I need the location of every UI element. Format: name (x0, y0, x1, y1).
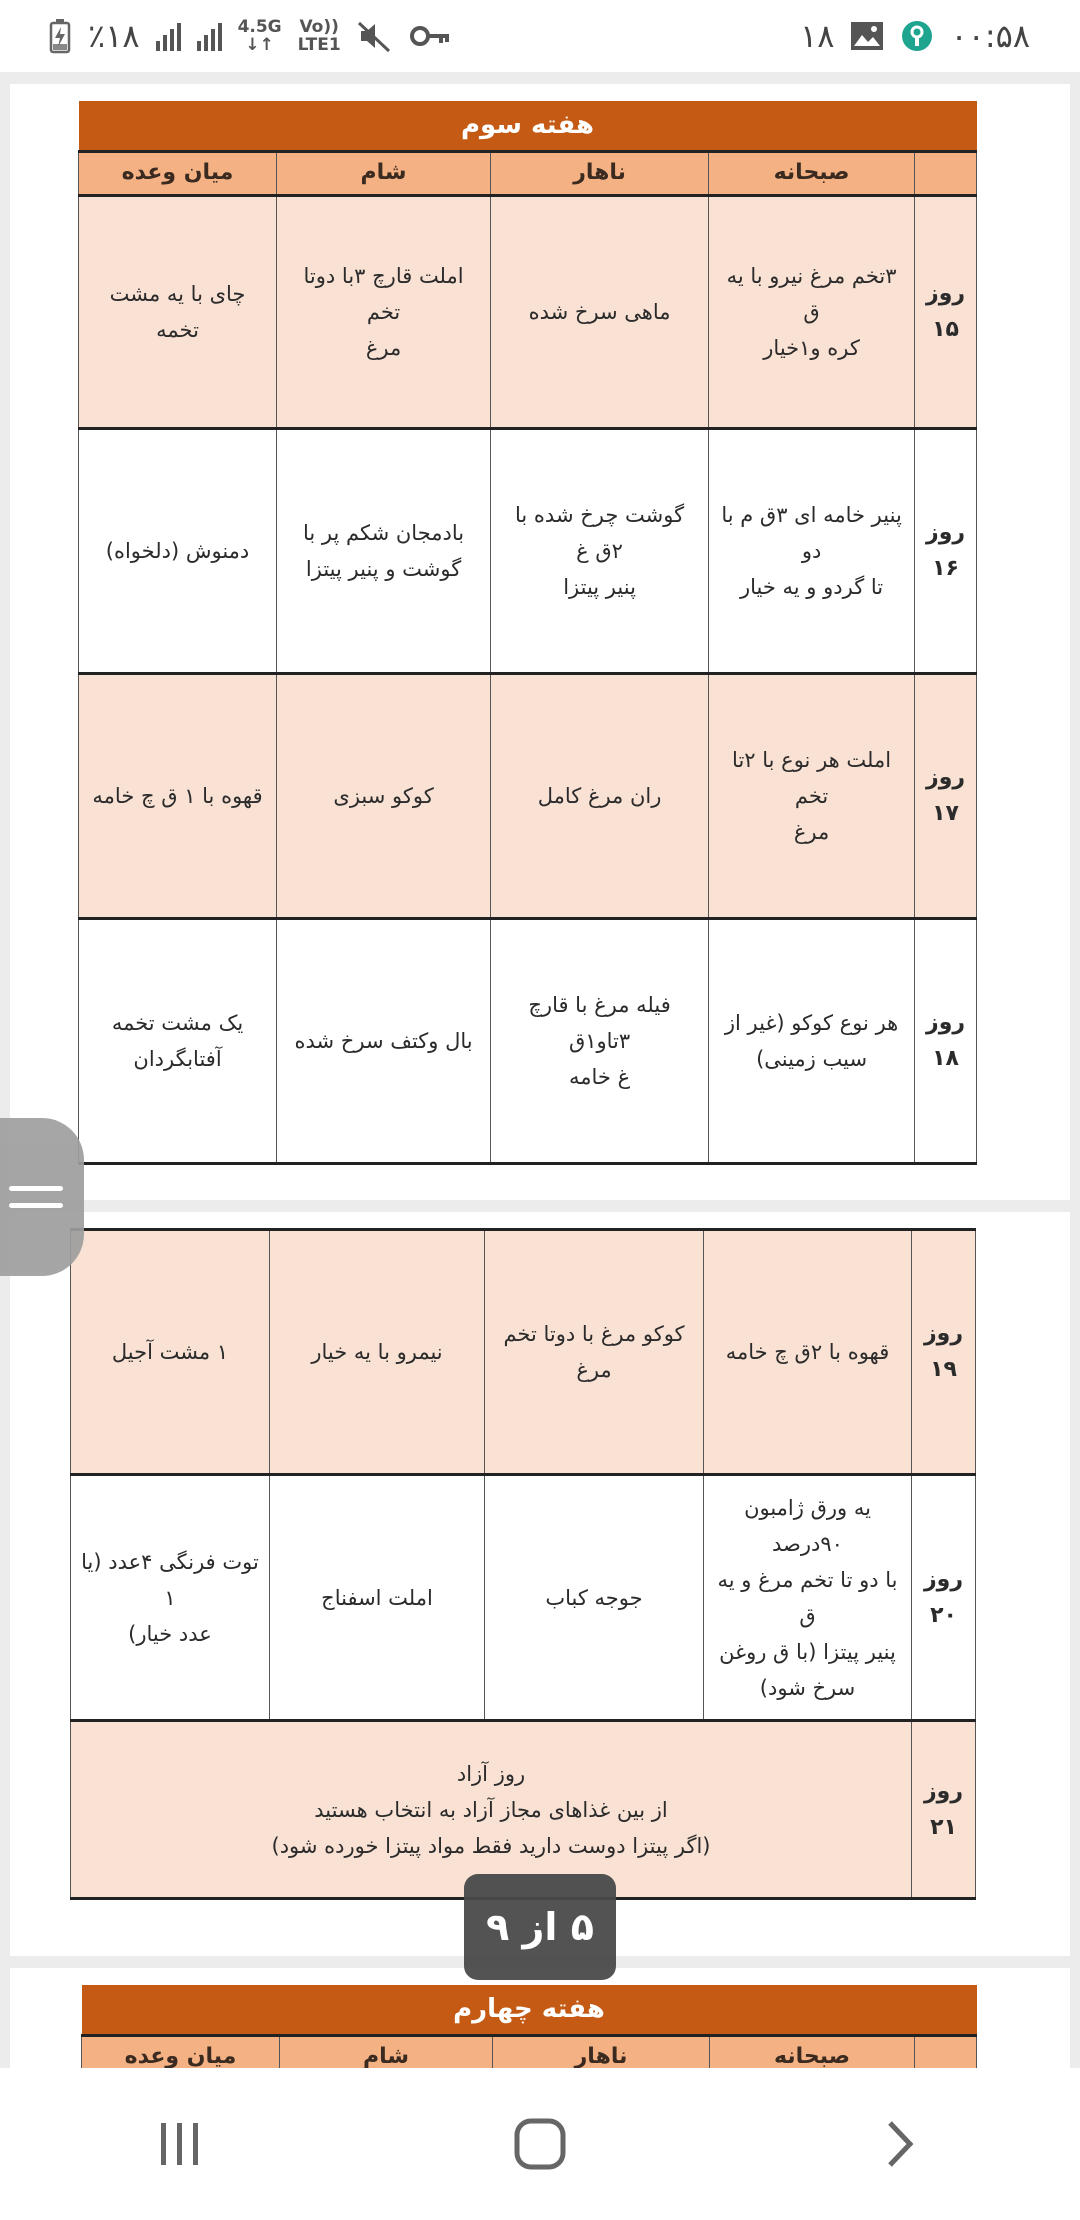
week4-table (81, 1985, 977, 2068)
home-button[interactable] (480, 2104, 600, 2184)
day-label: روز (926, 764, 966, 790)
navigation-bar (0, 2068, 1080, 2220)
week3-header-row (79, 151, 977, 195)
lunch-header: ناهار (493, 2035, 710, 2068)
breakfast-header: صبحانه (710, 2035, 915, 2068)
page-indicator: ۵ از ۹ (464, 1874, 616, 1980)
dinner-cell (277, 428, 491, 673)
key-icon (409, 21, 453, 51)
back-chevron-icon (880, 2117, 920, 2171)
battery-icon (48, 18, 72, 54)
cell-line: ۳تخم مرغ نیرو با یه ق (726, 263, 897, 324)
cell-line: املت قارچ ۳با دوتا تخم (303, 263, 464, 324)
cell-line: پنیر پیتزا (با ق روغن (719, 1639, 896, 1664)
signal-1-icon (156, 21, 181, 51)
day-number: ۲۰ (930, 1602, 957, 1628)
cell-line: پنیر پیتزا (563, 574, 636, 599)
week3-table (78, 101, 977, 1165)
day-header (915, 151, 977, 195)
cell-line: غ خامه (569, 1064, 631, 1089)
day-label: روز (926, 519, 966, 545)
day-cell (915, 673, 977, 918)
day-number: ۱۹ (930, 1357, 957, 1382)
network-type-label: 4.5G (237, 17, 282, 37)
day-number: ۱۸ (932, 1045, 959, 1071)
cell-line: تا گردو و یه خیار (740, 574, 884, 599)
lunch-cell (491, 195, 709, 428)
cell-line: مرغ (365, 335, 402, 360)
snack-header: میان وعده (82, 2035, 280, 2068)
day-header (915, 2035, 977, 2068)
cell-line: مرغ (793, 819, 830, 844)
day-label: روز (923, 1566, 963, 1592)
cell-line: توت فرنگی ۴عدد (یا ۱ (81, 1549, 259, 1610)
cell-line: چای با یه مشت تخمه (109, 281, 246, 342)
cell-line: بادمجان شکم پر با (303, 520, 465, 545)
cell-line: کره و۱خیار (763, 335, 860, 360)
free-day-cell (71, 1721, 912, 1899)
cell-line: یک مشت تخمه (111, 1010, 244, 1035)
cell-line: گوشت چرخ شده با ۲ق غ (515, 502, 685, 563)
day-label: روز (923, 1321, 963, 1346)
day-label: روز (926, 1009, 966, 1035)
lunch-cell: جوجه کباب (485, 1475, 704, 1721)
back-button[interactable] (840, 2104, 960, 2184)
home-icon (513, 2117, 567, 2171)
cell-line: ماهی سرخ شده (528, 299, 671, 324)
status-bar (0, 0, 1080, 72)
free-day-line: از بین غذاهای مجاز آزاد به انتخاب هستید (314, 1797, 668, 1822)
lunch-cell (491, 428, 709, 673)
snack-header: میان وعده (79, 151, 277, 195)
cell-line: هر نوع کوکو (غیر از (724, 1010, 899, 1035)
week3-title: هفته سوم (79, 101, 977, 151)
recent-apps-icon (155, 2119, 205, 2169)
dinner-cell (277, 195, 491, 428)
table-row (79, 673, 977, 918)
table-row (79, 428, 977, 673)
cell-line: فیله مرغ با قارچ ۳تاو۱ق (528, 992, 671, 1053)
lte-label: LTE1 (297, 35, 341, 55)
handle-line (9, 1186, 63, 1191)
snack-cell (79, 673, 277, 918)
dinner-header: شام (280, 2035, 493, 2068)
day-cell (915, 195, 977, 428)
day-cell (912, 1721, 976, 1899)
week4-header-row (82, 2035, 977, 2068)
cell-line: عدد خیار) (128, 1621, 212, 1646)
dinner-cell: املت اسفناج (270, 1475, 485, 1721)
cell-line: یه ورق ژامبون ۹۰درصد (744, 1495, 871, 1556)
day-number: ۲۱ (930, 1814, 957, 1840)
breakfast-cell (704, 1230, 912, 1475)
cell-line: بال وکتف سرخ شده (294, 1028, 473, 1053)
lunch-header: ناهار (491, 151, 709, 195)
table-row (79, 918, 977, 1163)
pdf-page (10, 1968, 1070, 2068)
network-type (238, 18, 282, 54)
breakfast-cell (709, 195, 915, 428)
snack-cell (79, 428, 277, 673)
cell-line: کوکو سبزی (333, 783, 434, 808)
table-row (79, 195, 977, 428)
mute-icon (357, 19, 393, 53)
day-label: روز (923, 1778, 963, 1804)
day-number: ۱۵ (932, 316, 959, 342)
cell-line: املت هر نوع با ۲تا تخم (732, 747, 892, 808)
lunch-cell (491, 673, 709, 918)
cell-line: با دو تا تخم مرغ و یه ق (717, 1567, 898, 1628)
cell-line: ران مرغ کامل (537, 783, 662, 808)
status-right (800, 17, 1030, 55)
cell-line: دمنوش (دلخواه) (105, 538, 250, 563)
week3-continued-table (70, 1228, 976, 1900)
snack-cell (79, 195, 277, 428)
volte-label: Vo)) (299, 17, 339, 37)
volte-indicator (298, 18, 341, 54)
table-row (71, 1475, 976, 1721)
day-cell (915, 918, 977, 1163)
dinner-header: شام (277, 151, 491, 195)
week4-title: هفته چهارم (82, 1985, 977, 2035)
day-cell (912, 1475, 976, 1721)
status-left (48, 17, 453, 55)
breakfast-cell (709, 673, 915, 918)
dinner-cell: نیمرو با یه خیار (270, 1230, 485, 1475)
notification-count: ۱۸ (800, 17, 835, 55)
cell-line: ۱ مشت آجیل (111, 1340, 229, 1364)
cell-line: قهوه با ۱ ق چ خامه (92, 783, 263, 808)
breakfast-cell (709, 428, 915, 673)
table-row (71, 1230, 976, 1475)
snack-cell (71, 1475, 270, 1721)
side-menu-handle[interactable] (0, 1118, 84, 1276)
app-notification-icon (900, 19, 934, 53)
breakfast-header: صبحانه (709, 151, 915, 195)
pdf-page (10, 1212, 1070, 1956)
clock: ۰۰:۵۸ (950, 17, 1030, 55)
signal-2-icon (197, 21, 222, 51)
gallery-icon (850, 21, 884, 51)
battery-percent: ٪۱۸ (88, 17, 140, 55)
cell-line: سیب زمینی) (756, 1046, 868, 1071)
breakfast-cell (704, 1475, 912, 1721)
data-arrows-icon: ↓↑ (245, 35, 274, 55)
dinner-cell (277, 673, 491, 918)
handle-line (9, 1203, 63, 1208)
recent-apps-button[interactable] (120, 2104, 240, 2184)
cell-line: پنیر خامه ای ۳ق م با دو (721, 502, 902, 563)
cell-line: سرخ شود) (759, 1675, 856, 1700)
free-day-title: روز آزاد (456, 1761, 526, 1786)
day-cell (912, 1230, 976, 1475)
pdf-page (10, 84, 1070, 1200)
lunch-cell (491, 918, 709, 1163)
breakfast-cell (709, 918, 915, 1163)
day-number: ۱۶ (932, 555, 959, 581)
cell-line: قهوه با ۲ق چ خامه (725, 1340, 890, 1364)
dinner-cell (277, 918, 491, 1163)
day-label: روز (926, 280, 966, 306)
snack-cell (79, 918, 277, 1163)
pdf-viewer[interactable] (0, 72, 1080, 2068)
table-row-free-day (71, 1721, 976, 1899)
cell-line: گوشت و پنیر پیتزا (305, 556, 462, 581)
cell-line: آفتابگردان (133, 1046, 222, 1071)
lunch-cell: کوکو مرغ با دوتا تخم مرغ (485, 1230, 704, 1475)
day-cell (915, 428, 977, 673)
free-day-note: (اگر پیتزا دوست دارید فقط مواد پیتزا خورده شود) (271, 1833, 711, 1858)
day-number: ۱۷ (932, 800, 959, 826)
snack-cell (71, 1230, 270, 1475)
